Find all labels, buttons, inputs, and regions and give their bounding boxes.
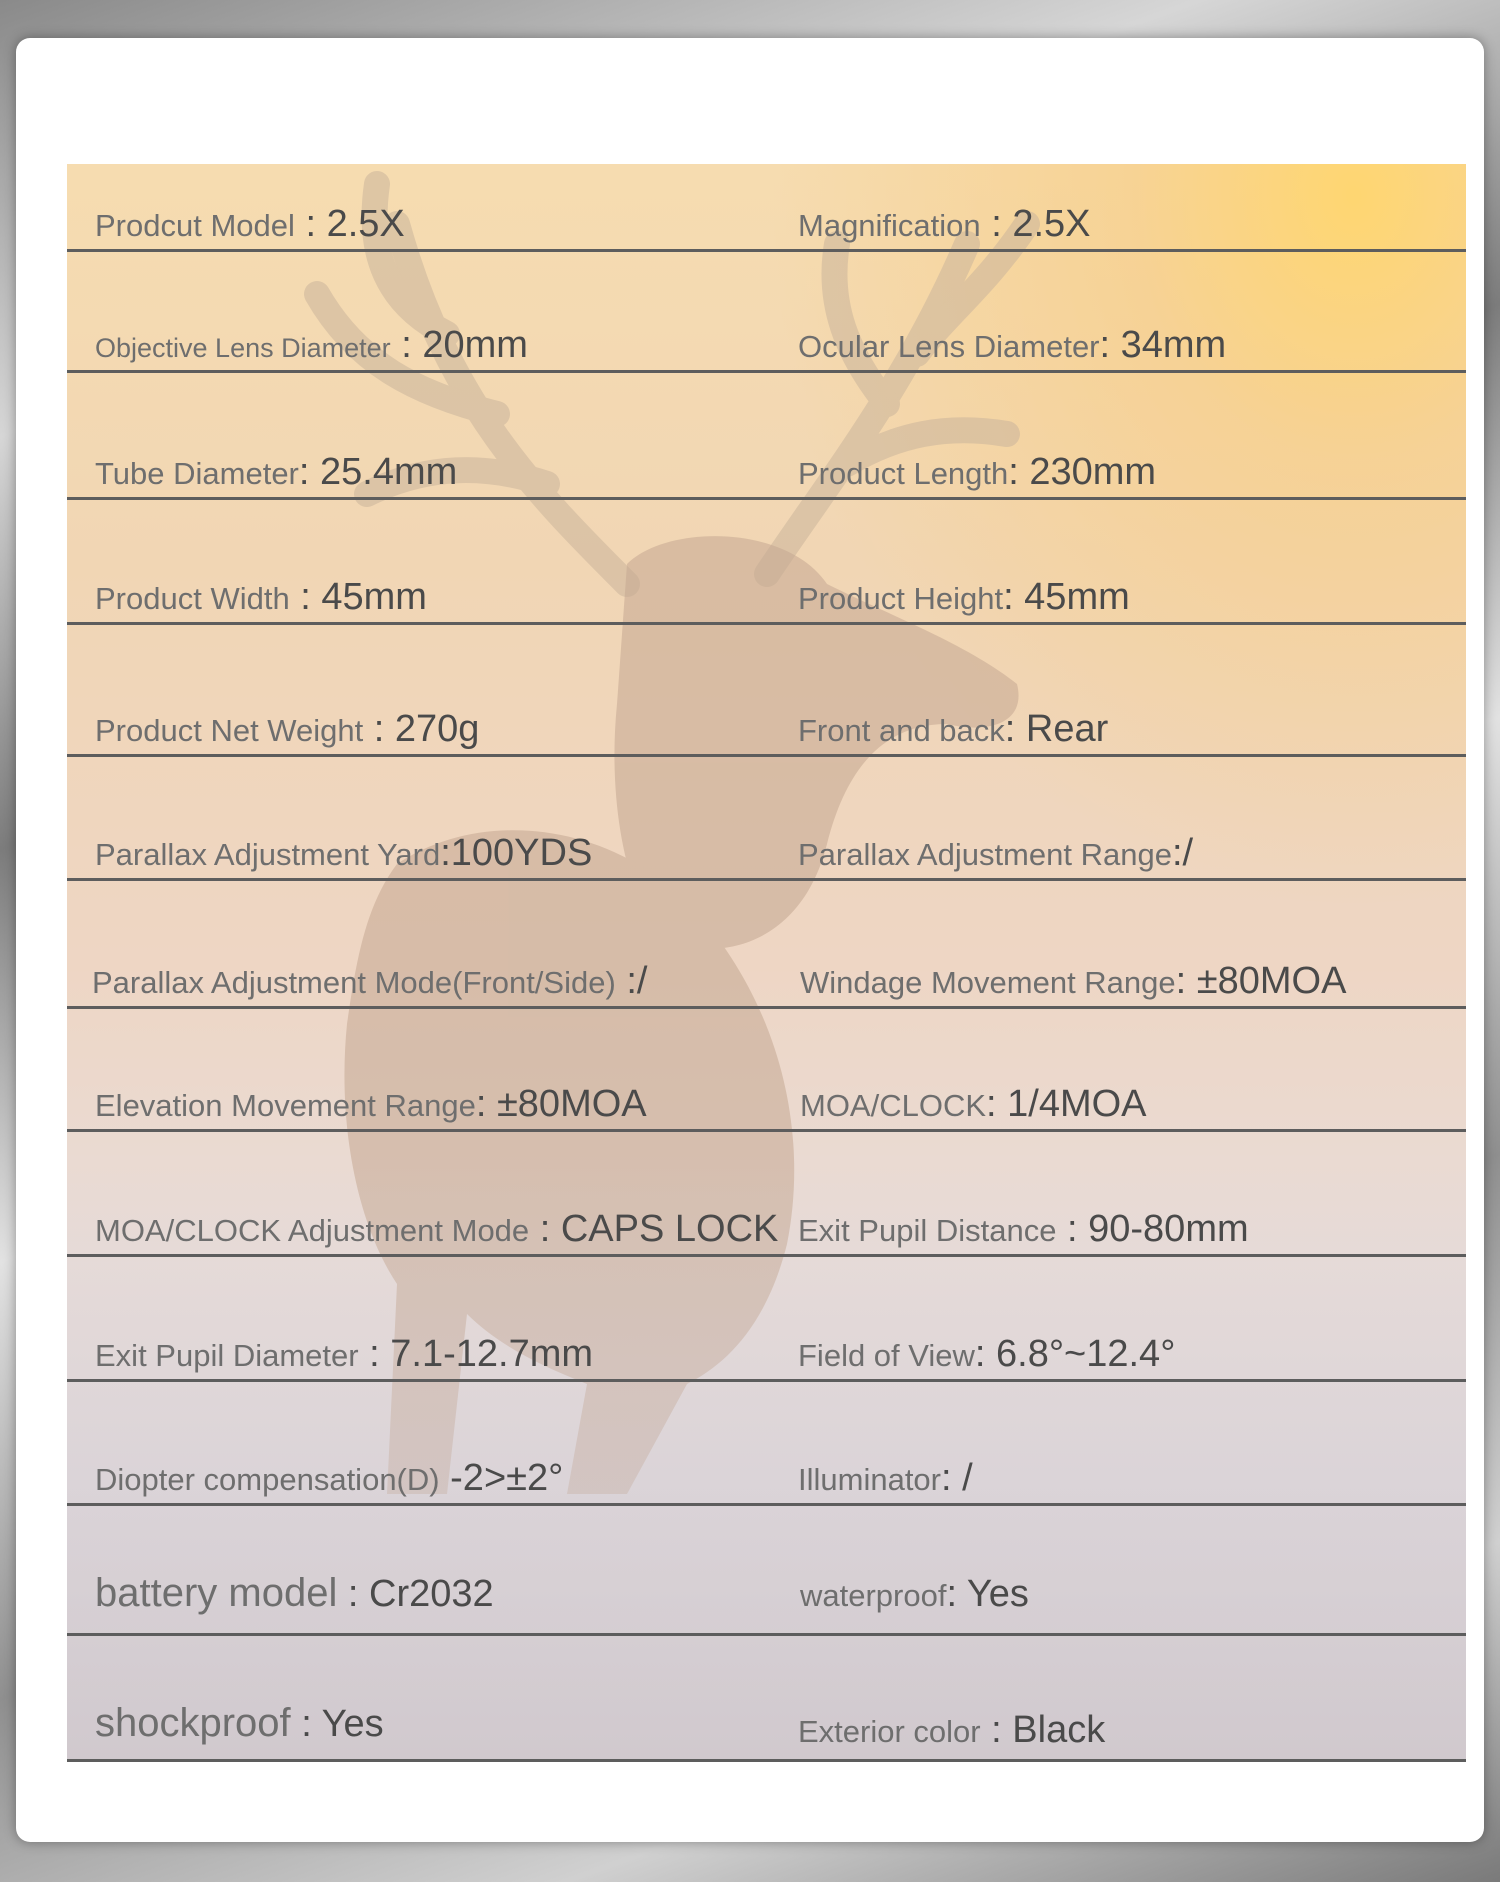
spec-moa-clock-adjustment-mode: MOA/CLOCK Adjustment Mode : CAPS LOCK — [95, 1208, 779, 1250]
spec-row-10 — [67, 1257, 1466, 1382]
spec-front-and-back: Front and back: Rear — [798, 708, 1109, 750]
spec-panel — [67, 164, 1466, 1762]
spec-row-13 — [67, 1636, 1466, 1762]
spec-objective-lens-diameter: Objective Lens Diameter : 20mm — [95, 324, 528, 366]
spec-row-3 — [67, 373, 1466, 500]
spec-battery-model: battery model : Cr2032 — [95, 1571, 494, 1615]
spec-row-4 — [67, 500, 1466, 625]
spec-row-8 — [67, 1009, 1466, 1132]
spec-ocular-lens-diameter: Ocular Lens Diameter: 34mm — [798, 324, 1227, 366]
spec-product-length: Product Length: 230mm — [798, 451, 1157, 493]
spec-product-height: Product Height: 45mm — [798, 576, 1130, 618]
spec-parallax-adjustment-yard: Parallax Adjustment Yard:100YDS — [95, 832, 593, 874]
spec-magnification: Magnification : 2.5X — [798, 203, 1091, 245]
spec-row-5 — [67, 625, 1466, 757]
spec-field-of-view: Field of View: 6.8°~12.4° — [798, 1333, 1176, 1375]
spec-waterproof: waterproof: Yes — [800, 1573, 1029, 1615]
spec-card — [16, 38, 1484, 1842]
spec-row-12 — [67, 1506, 1466, 1636]
spec-parallax-adjustment-mode: Parallax Adjustment Mode(Front/Side) :/ — [92, 960, 648, 1002]
spec-exit-pupil-distance: Exit Pupil Distance : 90-80mm — [798, 1208, 1249, 1250]
spec-row-1 — [67, 164, 1466, 252]
spec-row-6 — [67, 757, 1466, 881]
spec-elevation-movement-range: Elevation Movement Range: ±80MOA — [95, 1083, 647, 1125]
spec-product-net-weight: Product Net Weight : 270g — [95, 708, 480, 750]
spec-shockproof: shockproof : Yes — [95, 1701, 384, 1745]
spec-windage-movement-range: Windage Movement Range: ±80MOA — [800, 960, 1347, 1002]
spec-diopter-compensation: Diopter compensation(D) -2>±2° — [95, 1457, 564, 1499]
spec-row-2 — [67, 249, 1466, 373]
spec-product-width: Product Width : 45mm — [95, 576, 427, 618]
spec-parallax-adjustment-range: Parallax Adjustment Range:/ — [798, 832, 1194, 874]
spec-exterior-color: Exterior color : Black — [798, 1709, 1106, 1751]
spec-row-11 — [67, 1382, 1466, 1506]
spec-row-9 — [67, 1132, 1466, 1257]
spec-row-7 — [67, 881, 1466, 1009]
spec-product-model: Prodcut Model : 2.5X — [95, 203, 405, 245]
spec-tube-diameter: Tube Diameter: 25.4mm — [95, 451, 458, 493]
spec-illuminator: Illuminator: / — [798, 1457, 973, 1499]
spec-moa-clock: MOA/CLOCK: 1/4MOA — [800, 1083, 1147, 1125]
spec-exit-pupil-diameter: Exit Pupil Diameter : 7.1-12.7mm — [95, 1333, 594, 1375]
